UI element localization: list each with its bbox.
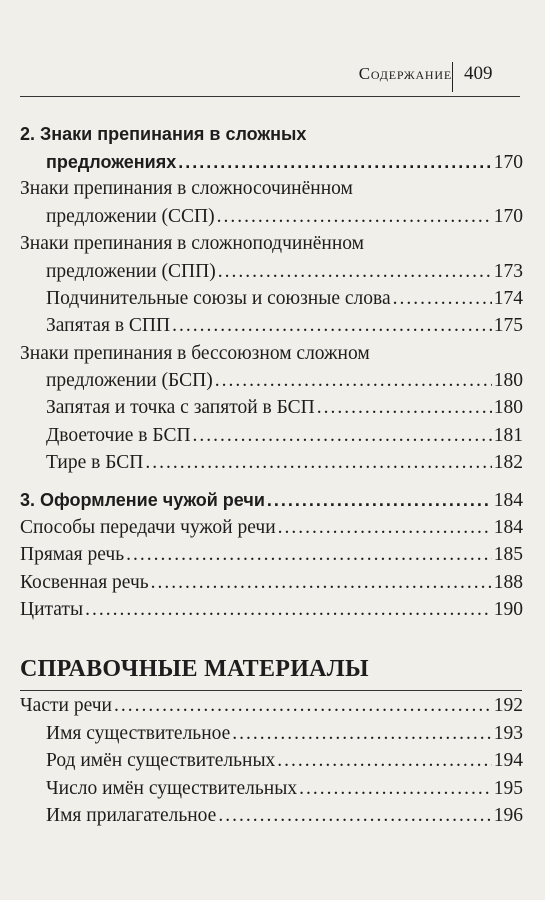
- toc-entry: [0, 285, 545, 313]
- dot-leader: [178, 148, 492, 176]
- toc-entry: [0, 541, 545, 569]
- toc-entry-label: Знаки препинания в сложносочинённом: [20, 178, 353, 199]
- toc-entry: [0, 514, 545, 542]
- toc-entry-label: 3. Оформление чужой речи: [20, 490, 265, 510]
- toc-entry: [0, 203, 545, 231]
- toc-entry-page: 184: [493, 490, 523, 511]
- header-vertical-rule: [452, 62, 453, 92]
- toc-entry-label: Имя существительное: [46, 723, 231, 744]
- toc-entry-label: Способы передачи чужой речи: [20, 517, 276, 538]
- toc-entry: [0, 175, 545, 203]
- toc-entry-page: 188: [493, 572, 523, 593]
- page-number: 409: [464, 63, 493, 84]
- toc-entry-label: Знаки препинания в сложноподчинённом: [20, 233, 365, 254]
- toc-entry-label: Косвенная речь: [20, 572, 149, 593]
- dot-leader: [277, 747, 491, 775]
- toc-entry: [0, 775, 545, 803]
- toc-entry-page: 194: [493, 750, 523, 771]
- toc-entry: [0, 120, 545, 148]
- dot-leader: [172, 312, 492, 340]
- toc-entry-label: Запятая в СПП: [46, 315, 171, 336]
- toc-entry-page: 170: [493, 206, 523, 227]
- dot-leader: [151, 569, 492, 597]
- dot-leader: [218, 258, 492, 286]
- section-divider: [20, 690, 522, 691]
- toc-entry: [0, 449, 545, 477]
- dot-leader: [299, 775, 492, 803]
- toc-entry-page: 195: [493, 778, 523, 799]
- dot-leader: [126, 541, 492, 569]
- toc-entry-label: Подчинительные союзы и союзные слова: [46, 288, 391, 309]
- toc-entry-label: предложении (ССП): [46, 206, 215, 227]
- dot-leader: [278, 514, 492, 542]
- toc-entry: [0, 367, 545, 395]
- toc-entry: [0, 312, 545, 340]
- section-heading: СПРАВОЧНЫЕ МАТЕРИАЛЫ: [20, 656, 369, 682]
- dot-leader: [217, 203, 492, 231]
- toc-entry-page: 192: [493, 695, 523, 716]
- dot-leader: [317, 394, 492, 422]
- toc-entry-label: Двоеточие в БСП: [46, 425, 191, 446]
- toc-entry-label: Тире в БСП: [46, 452, 144, 473]
- toc-entry-page: 190: [493, 599, 523, 620]
- dot-leader: [232, 720, 491, 748]
- toc-entry-page: 196: [493, 805, 523, 826]
- dot-leader: [218, 802, 491, 830]
- toc-entry-page: 180: [493, 370, 523, 391]
- toc-entry: [0, 747, 545, 775]
- dot-leader: [85, 596, 492, 624]
- toc-entry: [0, 486, 545, 514]
- toc-entry: [0, 720, 545, 748]
- toc-entry-label: Цитаты: [20, 599, 84, 620]
- toc-entry-label: Знаки препинания в бессоюзном сложном: [20, 343, 370, 364]
- toc-entry: [0, 692, 545, 720]
- dot-leader: [267, 486, 492, 514]
- toc-entry-label: Род имён существительных: [46, 750, 276, 771]
- dot-leader: [145, 449, 491, 477]
- running-header: [0, 62, 545, 92]
- toc-entry-label: Число имён существительных: [46, 778, 298, 799]
- toc-entry-label: предложениях: [46, 152, 177, 172]
- toc-entry: [0, 148, 545, 176]
- toc-entry-page: 173: [493, 261, 523, 282]
- toc-entry: [0, 230, 545, 258]
- toc-entry-label: Запятая и точка с запятой в БСП: [46, 397, 315, 418]
- toc-entry: [0, 394, 545, 422]
- toc-entry: [0, 258, 545, 286]
- dot-leader: [193, 422, 492, 450]
- toc-entry-page: 180: [493, 397, 523, 418]
- toc-entry-label: Имя прилагательное: [46, 805, 217, 826]
- toc-entry-page: 193: [493, 723, 523, 744]
- toc-entry-label: предложении (БСП): [46, 370, 213, 391]
- toc-entry-label: Прямая речь: [20, 544, 125, 565]
- toc-entry-page: 181: [493, 425, 523, 446]
- toc-entry: [0, 569, 545, 597]
- toc-entry: [0, 422, 545, 450]
- toc-entry: [0, 802, 545, 830]
- dot-leader: [393, 285, 492, 313]
- toc-entry-label: Части речи: [20, 695, 112, 716]
- dot-leader: [215, 367, 492, 395]
- toc-entry-page: 175: [493, 315, 523, 336]
- header-divider: [20, 96, 520, 97]
- toc-entry-page: 174: [493, 288, 523, 309]
- toc-entry: [0, 596, 545, 624]
- dot-leader: [114, 692, 492, 720]
- toc-entry-label: предложении (СПП): [46, 261, 216, 282]
- running-header-title: Содержание: [358, 64, 452, 83]
- toc-entry-page: 185: [493, 544, 523, 565]
- toc-entry-label: 2. Знаки препинания в сложных: [20, 124, 307, 144]
- toc-entry-page: 182: [493, 452, 523, 473]
- toc-entry-page: 170: [493, 152, 523, 173]
- toc-entry-page: 184: [493, 517, 523, 538]
- toc-entry: [0, 340, 545, 368]
